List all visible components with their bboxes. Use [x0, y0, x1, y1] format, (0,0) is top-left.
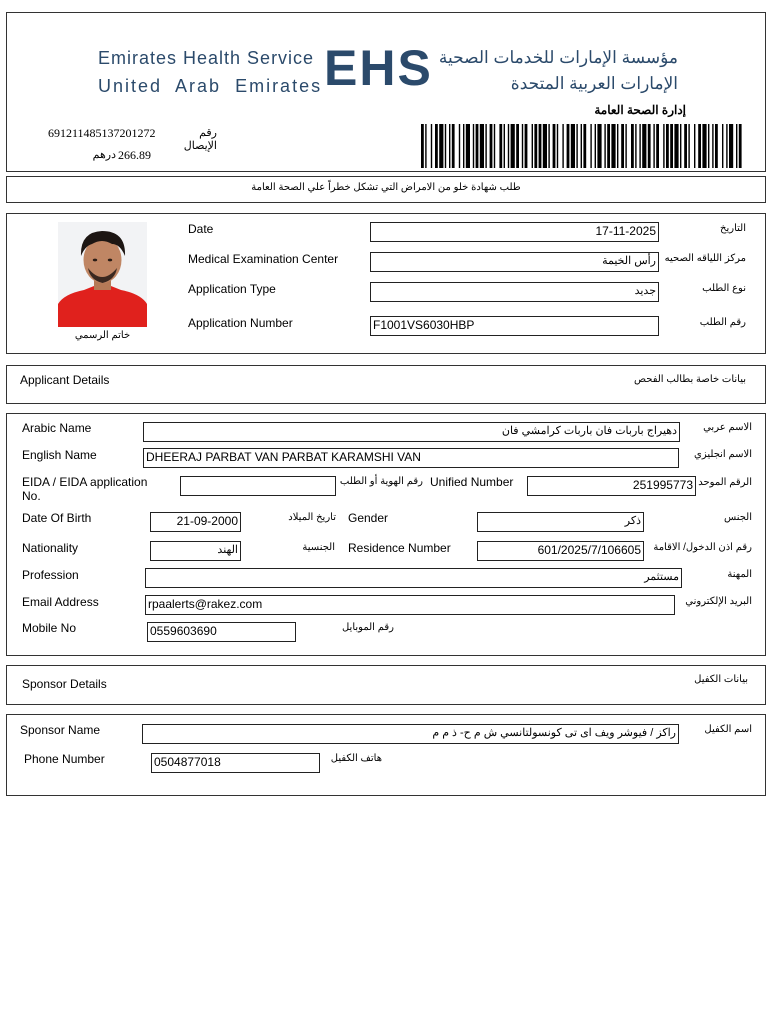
sponsor-name-label-arabic: اسم الكفيل: [704, 724, 752, 735]
medical-center-label-arabic: مركز اللياقه الصحيه: [664, 253, 746, 264]
org-name-arabic-line2: الإمارات العربية المتحدة: [510, 74, 678, 93]
person-photo-icon: [58, 222, 147, 327]
sponsor-details-title-arabic: بيانات الكفيل: [694, 674, 748, 685]
mobile-label-arabic: رقم الموبايل: [341, 622, 394, 633]
applicant-details-title: Applicant Details: [20, 373, 110, 387]
application-type-label-arabic: نوع الطلب: [702, 283, 746, 294]
nationality-field[interactable]: الهند: [150, 541, 241, 561]
photo-caption: خاتم الرسمي: [74, 330, 131, 341]
eida-label-line2: No.: [22, 489, 41, 503]
english-name-label-arabic: الاسم انجليزي: [694, 449, 752, 460]
profession-field[interactable]: مستثمر: [145, 568, 682, 588]
certificate-title: طلب شهادة خلو من الامراض التي تشكل خطراً علي الصحة العامة: [251, 182, 521, 193]
amount-value: 266.89: [118, 148, 151, 162]
org-name-english-line2: United Arab Emirates: [98, 76, 323, 96]
phone-number-label-arabic: هاتف الكفيل: [330, 753, 382, 764]
applicant-details-title-arabic: بيانات خاصة بطالب الفحص: [634, 374, 746, 385]
eida-label-arabic: رقم الهوية أو الطلب: [339, 476, 423, 487]
residence-number-field[interactable]: 601/2025/7/106605: [477, 541, 644, 561]
english-name-label: English Name: [22, 448, 97, 462]
org-name-arabic-line1: مؤسسة الإمارات للخدمات الصحية: [438, 48, 678, 67]
gender-label: Gender: [348, 511, 389, 525]
sponsor-details-header: [6, 665, 766, 705]
mobile-label: Mobile No: [22, 621, 77, 635]
email-label-arabic: البريد الإلكتروني: [685, 596, 752, 607]
residence-number-label: Residence Number: [348, 541, 451, 555]
application-type-field[interactable]: جديد: [370, 282, 659, 302]
arabic-name-field[interactable]: دهيراج باربات فان باربات كرامشي فان: [143, 422, 680, 442]
mobile-field[interactable]: 0559603690: [147, 622, 296, 642]
nationality-label: Nationality: [22, 541, 79, 555]
department-arabic: إدارة الصحة العامة: [594, 103, 686, 117]
arabic-name-label: Arabic Name: [22, 421, 92, 435]
sponsor-name-field[interactable]: راكز / فيوشر ويف اى تى كونسولتانسي ش م ح- ذ م م: [142, 724, 679, 744]
arabic-name-label-arabic: الاسم عربي: [703, 422, 752, 433]
phone-number-field[interactable]: 0504877018: [151, 753, 320, 773]
application-type-label: Application Type: [188, 282, 276, 296]
sponsor-name-label: Sponsor Name: [20, 723, 101, 737]
date-of-birth-label-arabic: تاريخ الميلاد: [288, 512, 336, 523]
gender-label-arabic: الجنس: [723, 512, 752, 523]
eida-field[interactable]: [180, 476, 336, 496]
unified-number-field[interactable]: 251995773: [527, 476, 696, 496]
sponsor-details-title: Sponsor Details: [22, 677, 107, 691]
date-label: Date: [188, 222, 214, 236]
email-label: Email Address: [22, 595, 99, 609]
unified-number-label: Unified Number: [430, 475, 514, 489]
date-of-birth-label: Date Of Birth: [22, 511, 92, 525]
date-label-arabic: التاريخ: [720, 223, 746, 234]
gender-field[interactable]: ذكر: [477, 512, 644, 532]
org-name-english-line1: Emirates Health Service: [98, 48, 315, 68]
eida-label-line1: EIDA / EIDA application: [22, 475, 148, 489]
medical-center-label: Medical Examination Center: [188, 252, 339, 266]
barcode: [421, 124, 743, 168]
date-of-birth-field[interactable]: 21-09-2000: [150, 512, 241, 532]
application-number-label: Application Number: [188, 316, 293, 330]
receipt-number: 691211485137201272: [48, 126, 156, 140]
unified-number-label-arabic: الرقم الموحد: [698, 477, 752, 488]
application-number-field[interactable]: F1001VS6030HBP: [370, 316, 659, 336]
residence-number-label-arabic: رقم اذن الدخول/ الاقامة: [653, 542, 752, 553]
profession-label: Profession: [22, 568, 79, 582]
english-name-field[interactable]: DHEERAJ PARBAT VAN PARBAT KARAMSHI VAN: [143, 448, 679, 468]
currency-label: درهم: [92, 149, 116, 161]
medical-center-field[interactable]: رأس الخيمة: [370, 252, 659, 272]
date-field[interactable]: 17-11-2025: [370, 222, 659, 242]
nationality-label-arabic: الجنسية: [302, 542, 335, 553]
applicant-photo: [58, 222, 147, 327]
receipt-label: رقم الإيصال: [183, 127, 217, 152]
phone-number-label: Phone Number: [24, 752, 105, 766]
application-number-label-arabic: رقم الطلب: [699, 317, 746, 328]
ehs-logo: EHS: [324, 40, 433, 96]
profession-label-arabic: المهنة: [727, 569, 752, 580]
email-field[interactable]: rpaalerts@rakez.com: [145, 595, 675, 615]
